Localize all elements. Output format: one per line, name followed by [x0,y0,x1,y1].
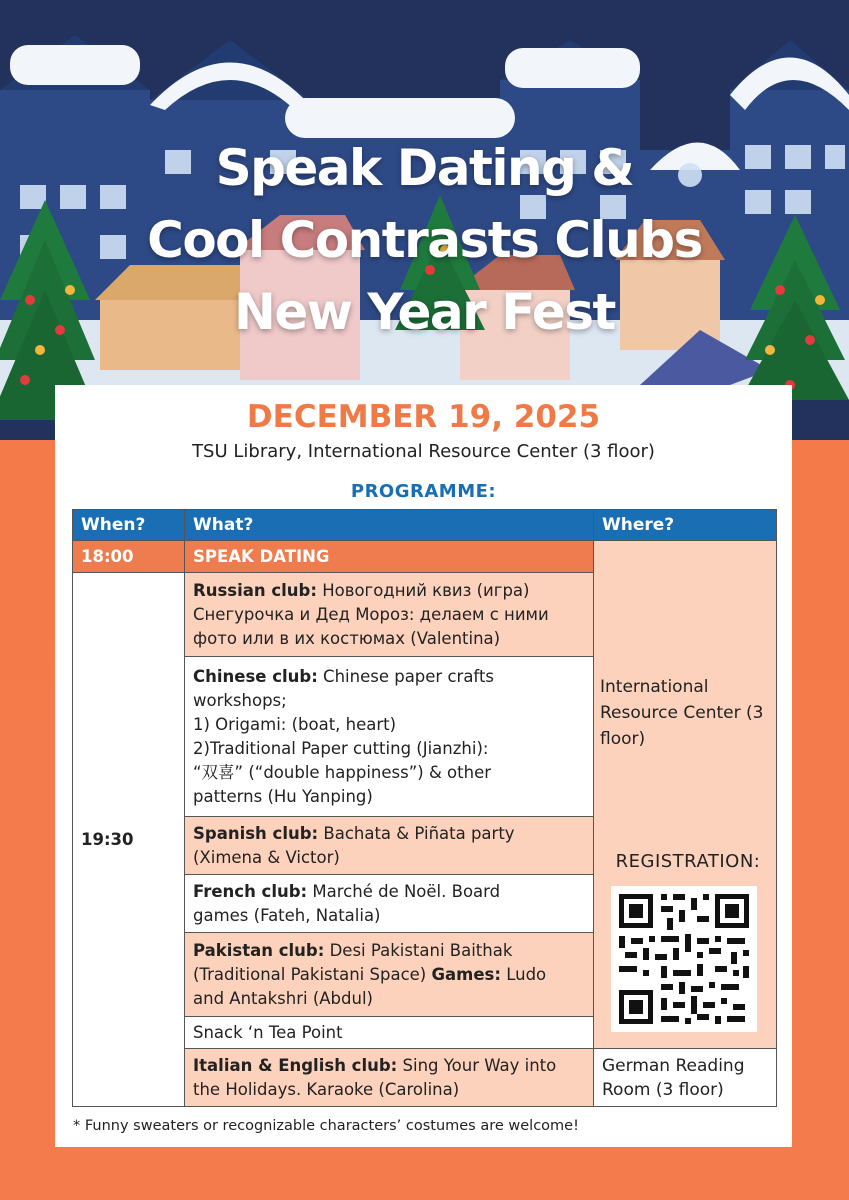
table-header-row [73,510,777,541]
registration-label: REGISTRATION: [615,851,761,872]
event-venue: TSU Library, International Resource Center (3 floor) [192,441,655,462]
event-text: (Traditional Pakistani Space) [193,964,432,984]
event-cell [185,573,594,657]
event-text: patterns (Hu Yanping) [193,786,373,806]
event-text: Desi Pakistani Baithak [324,940,513,960]
time-cell: 19:30 [73,573,185,1107]
event-text: Новогодний квиз (игра) [316,580,530,600]
title-line: Speak Dating & [215,139,634,197]
event-text: 1) Origami: (boat, heart) [193,714,397,734]
event-cell [185,1049,594,1107]
table-row [73,541,777,573]
title-line: New Year Fest [234,283,615,341]
event-cell [185,817,594,875]
event-text: Bachata & Piñata party [318,823,515,843]
where-cell-german: German Reading Room (3 floor) [594,1049,777,1107]
event-text: Chinese paper crafts [317,666,495,686]
event-cell [185,933,594,1017]
event-text: 2)Traditional Paper cutting (Jianzhi): [193,738,489,758]
event-text: (Ximena & Victor) [193,847,340,867]
event-cell: Snack ‘n Tea Point [185,1017,594,1049]
event-text: games (Fateh, Natalia) [193,905,381,925]
header-what: What? [185,510,594,541]
club-name: Chinese club: [193,666,318,686]
event-text: the Holidays. Karaoke (Carolina) [193,1079,460,1099]
footnote: * Funny sweaters or recognizable characters’ costumes are welcome! [73,1118,579,1134]
event-title [0,132,849,348]
where-irc-label: International Resource Center (3 floor) [600,677,764,749]
club-name: Russian club: [193,580,317,600]
club-name: French club: [193,881,308,901]
title-line: Cool Contrasts Clubs [147,211,702,269]
qr-code-icon[interactable] [611,886,757,1032]
event-date: DECEMBER 19, 2025 [246,399,601,435]
event-text: фото или в их костюмах (Valentina) [193,628,501,648]
programme-heading: PROGRAMME: [350,481,497,502]
event-text: workshops; [193,690,287,710]
event-text: Снегурочка и Дед Мороз: делаем с ними [193,604,549,624]
event-text: Marché de Noël. Board [307,881,501,901]
club-name: Pakistan club: [193,940,325,960]
event-cell [185,657,594,817]
time-cell: 18:00 [73,541,185,573]
event-text: Sing Your Way into [397,1055,557,1075]
event-cell: SPEAK DATING [185,541,594,573]
event-cell [185,875,594,933]
event-text: “双喜” (“double happiness”) & other [193,762,492,782]
club-name: Italian & English club: [193,1055,398,1075]
event-text: Ludo [500,964,547,984]
header-when: When? [73,510,185,541]
event-text: and Antakshri (Abdul) [193,988,373,1008]
club-name: Spanish club: [193,823,319,843]
header-where: Where? [594,510,777,541]
club-name: Games: [431,964,501,984]
